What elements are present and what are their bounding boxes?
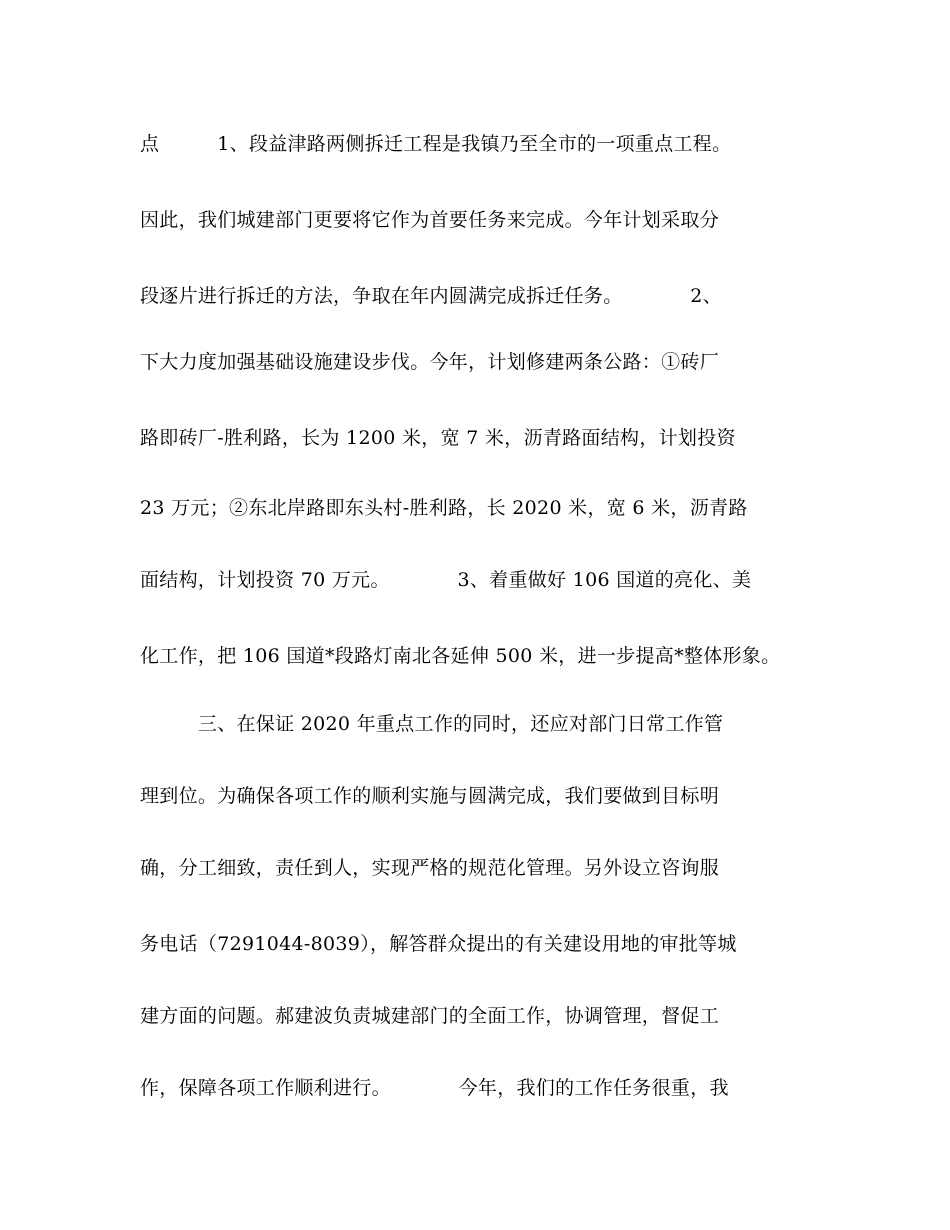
text-line: 下大力度加强基础设施建设步伐。今年，计划修建两条公路：①砖厂 <box>140 351 720 373</box>
text-line: 确，分工细致，责任到人，实现严格的规范化管理。另外设立咨询服 <box>140 857 720 879</box>
text-line: 理到位。为确保各项工作的顺利实施与圆满完成，我们要做到目标明 <box>140 785 720 807</box>
text-line: 路即砖厂-胜利路，长为 1200 米，宽 7 米，沥青路面结构，计划投资 <box>140 427 736 449</box>
text-line: 23 万元；②东北岸路即东头村-胜利路，长 2020 米，宽 6 米，沥青路 <box>140 497 748 519</box>
text-line: 建方面的问题。郝建波负责城建部门的全面工作，协调管理，督促工 <box>140 1005 720 1027</box>
text-line: 化工作，把 106 国道*段路灯南北各延伸 500 米，进一步提高*整体形象。 <box>140 645 781 667</box>
text-line: 三、在保证 2020 年重点工作的同时，还应对部门日常工作管 <box>140 713 724 735</box>
text-line: 作，保障各项工作顺利进行。 今年，我们的工作任务很重，我 <box>140 1077 729 1099</box>
text-line: 因此，我们城建部门更要将它作为首要任务来完成。今年计划采取分 <box>140 209 720 231</box>
text-line: 面结构，计划投资 70 万元。 3、着重做好 106 国道的亮化、美 <box>140 569 752 591</box>
text-line: 段逐片进行拆迁的方法，争取在年内圆满完成拆迁任务。 2、 <box>140 285 722 307</box>
text-line: 务电话（7291044-8039），解答群众提出的有关建设用地的审批等城 <box>140 933 737 955</box>
text-line: 点 1、段益津路两侧拆迁工程是我镇乃至全市的一项重点工程。 <box>140 133 732 155</box>
